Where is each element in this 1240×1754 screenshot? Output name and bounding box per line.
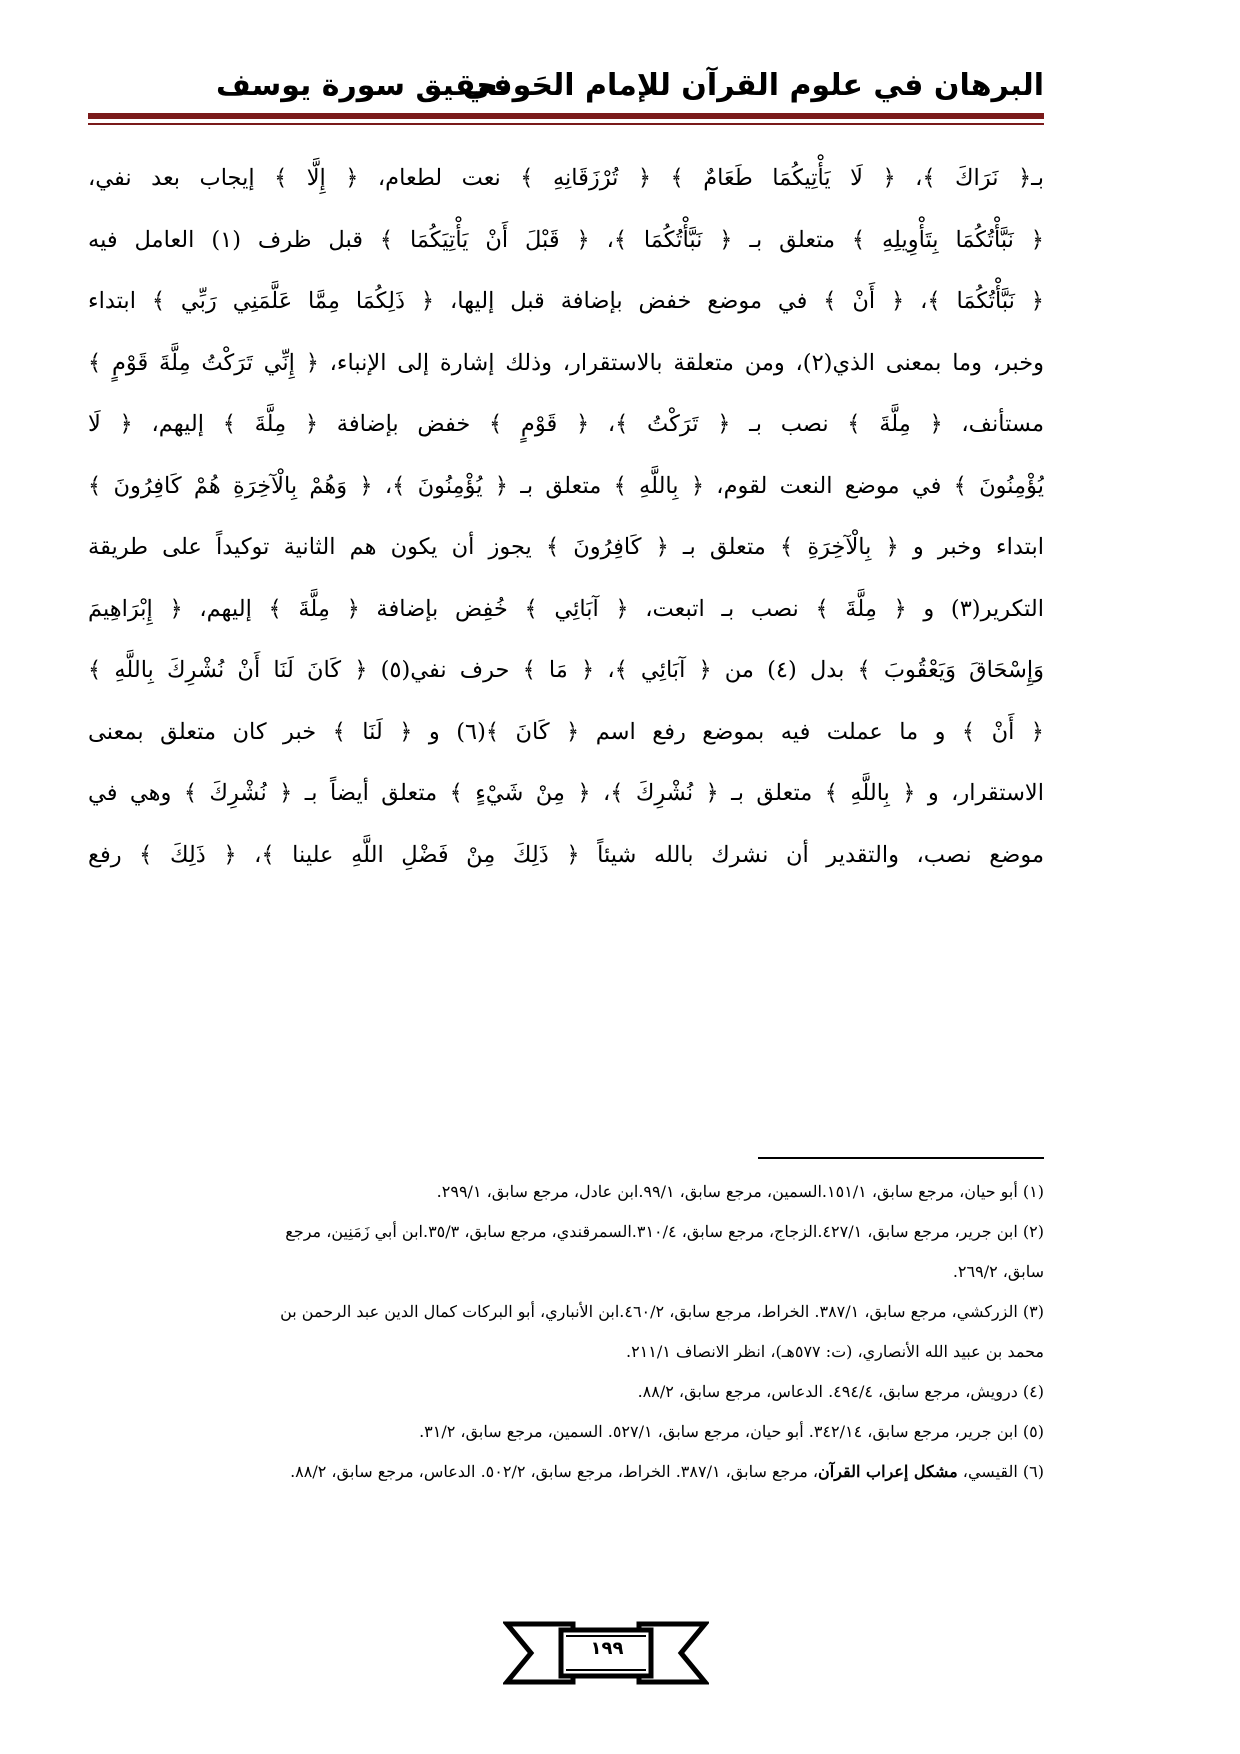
footnote-6-start: (٦) القيسي،	[957, 1462, 1044, 1481]
body-line: ابتداء وخبر و ﴿ بِالْآخِرَةِ ﴾ متعلق بـ ﴿ كَافِرُونَ ﴾ يجوز أن يكون هم الثانية توكيداً على طريقة	[88, 534, 1044, 560]
footnotes	[86, 1172, 1044, 1492]
body-line: يُؤْمِنُونَ ﴾ في موضع النعت لقوم، ﴿ بِاللَّهِ ﴾ متعلق بـ ﴿ يُؤْمِنُونَ ﴾، ﴿ وَهُمْ بِالْآخِرَةِ هُمْ كَافِرُونَ ﴾	[88, 472, 1044, 499]
footnote-3: (٣) الزركشي، مرجع سابق، ٣٨٧/١. الخراط، مرجع سابق، ٤٦٠/٢.ابن الأنباري، أبو البركات كمال الدين عبد الرحمن بن	[280, 1302, 1044, 1321]
page-number-ribbon	[503, 1620, 709, 1686]
book-title: البرهان في علوم القرآن للإمام الحَوفي	[462, 68, 1044, 103]
body-line: الاستقرار، و ﴿ بِاللَّهِ ﴾ متعلق بـ ﴿ نُشْرِكَ ﴾، ﴿ مِنْ شَيْءٍ ﴾ متعلق أيضاً بـ ﴿ نُشْرِكَ ﴾ وهي في	[88, 780, 1044, 806]
body-line: مستأنف، ﴿ مِلَّةَ ﴾ نصب بـ ﴿ تَرَكْتُ ﴾، ﴿ قَوْمٍ ﴾ خفض بإضافة ﴿ مِلَّةَ ﴾ إليهم، ﴿ لَا	[88, 411, 1044, 437]
body-line: ﴿ نَبَّأْتُكُمَا ﴾، ﴿ أَنْ ﴾ في موضع خفض بإضافة قبل إليها، ﴿ ذَلِكُمَا مِمَّا عَلَّمَنِي رَبِّي ﴾ ابتداء	[88, 288, 1044, 314]
body-line: التكرير(٣) و ﴿ مِلَّةَ ﴾ نصب بـ اتبعت، ﴿ آبَائِي ﴾ خُفِض بإضافة ﴿ مِلَّةَ ﴾ إليهم، ﴿ إِبْرَاهِيمَ	[88, 595, 1044, 622]
footnote-2-continued: سابق، ٢٦٩/٢.	[952, 1262, 1044, 1281]
body-line: وَإِسْحَاقَ وَيَعْقُوبَ ﴾ بدل (٤) من ﴿ آبَائِي ﴾، ﴿ مَا ﴾ حرف نفي(٥) ﴿ كَانَ لَنَا أَنْ نُشْرِكَ بِاللَّهِ ﴾	[88, 657, 1044, 683]
footnote-4: (٤) درويش، مرجع سابق، ٤٩٤/٤. الدعاس، مرجع سابق، ٨٨/٢.	[637, 1382, 1044, 1401]
footnote-5: (٥) ابن جرير، مرجع سابق، ٣٤٢/١٤. أبو حيان، مرجع سابق، ٥٢٧/١. السمين، مرجع سابق، ٣١/٢.	[419, 1422, 1044, 1441]
page-number: ١٩٩	[590, 1638, 624, 1659]
footnote-6	[86, 1452, 1044, 1492]
section-title: تحقيق سورة يوسف	[216, 68, 510, 103]
footnote-3-continued: محمد بن عبيد الله الأنصاري، (ت: ٥٧٧هـ)، انظر الانصاف ٢١١/١.	[625, 1342, 1044, 1361]
running-header	[88, 68, 1044, 112]
header-rule-thin	[88, 123, 1044, 125]
body-line: بـ﴿ نَرَاكَ ﴾، ﴿ لَا يَأْتِيكُمَا طَعَامٌ ﴾ ﴿ تُرْزَقَانِهِ ﴾ نعت لطعام، ﴿ إِلَّا ﴾ إيجاب بعد نفي،	[88, 165, 1044, 191]
body-text	[88, 148, 1044, 886]
footnote-separator	[758, 1157, 1044, 1159]
footnote-1: (١) أبو حيان، مرجع سابق، ١٥١/١.السمين، مرجع سابق، ٩٩/١.ابن عادل، مرجع سابق، ٢٩٩/١.	[436, 1182, 1044, 1201]
body-line: وخبر، وما بمعنى الذي(٢)، ومن متعلقة بالاستقرار، وذلك إشارة إلى الإنباء، ﴿ إِنِّي تَرَكْتُ مِلَّةَ قَوْمٍ ﴾	[88, 349, 1044, 376]
body-line: ﴿ أَنْ ﴾ و ما عملت فيه بموضع رفع اسم ﴿ كَانَ ﴾(٦) و ﴿ لَنَا ﴾ خبر كان متعلق بمعنى	[88, 718, 1044, 745]
header-rule-thick	[88, 113, 1044, 119]
footnote-2: (٢) ابن جرير، مرجع سابق، ٤٢٧/١.الزجاج، مرجع سابق، ٣١٠/٤.السمرقندي، مرجع سابق، ٣٥/٣.ابن أبي زَمَنِين، مرجع	[285, 1222, 1044, 1241]
footnote-6-rest: ، مرجع سابق، ٣٨٧/١. الخراط، مرجع سابق، ٥٠٢/٢. الدعاس، مرجع سابق، ٨٨/٢.	[290, 1462, 819, 1481]
body-line: ﴿ نَبَّأْتُكُمَا بِتَأْوِيلِهِ ﴾ متعلق بـ ﴿ نَبَّأْتُكُمَا ﴾، ﴿ قَبْلَ أَنْ يَأْتِيَكُمَا ﴾ قبل ظرف (١) العامل فيه	[88, 226, 1044, 253]
footnote-6-book-title: مشكل إعراب القرآن	[818, 1462, 958, 1481]
body-line: موضع نصب، والتقدير أن نشرك بالله شيئاً ﴿ ذَلِكَ مِنْ فَضْلِ اللَّهِ علينا ﴾، ﴿ ذَلِكَ ﴾ رفع	[88, 841, 1044, 868]
